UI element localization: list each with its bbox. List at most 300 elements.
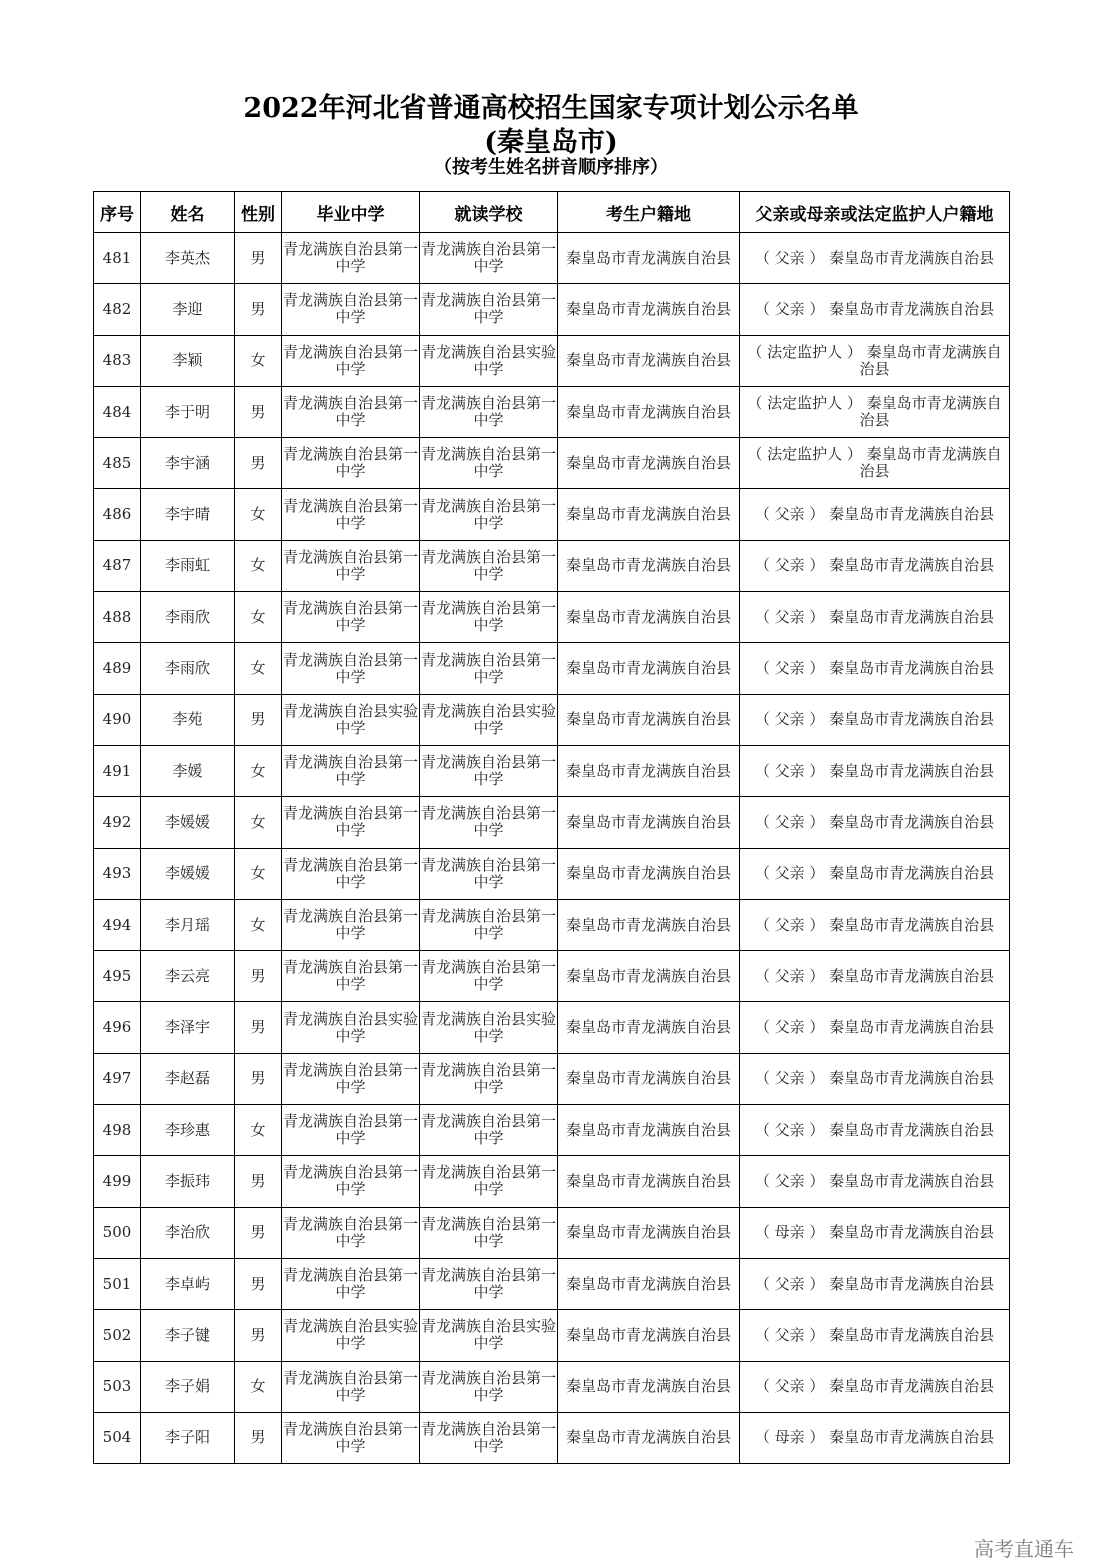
cell-gender: 女 — [235, 489, 282, 540]
table-body — [94, 233, 1010, 1464]
cell-grad-school — [282, 233, 420, 284]
cell-gender: 女 — [235, 1361, 282, 1412]
cell-study-school — [420, 643, 558, 694]
cell-grad-school-text: 青龙满族自治县第一中学 — [282, 394, 418, 430]
cell-study-school-text: 青龙满族自治县第一中学 — [420, 599, 556, 635]
cell-study-school — [420, 899, 558, 950]
cell-seq: 486 — [94, 489, 141, 540]
cell-grad-school — [282, 438, 420, 489]
cell-residence — [558, 1105, 740, 1156]
cell-study-school — [420, 335, 558, 386]
cell-residence-text: 秦皇岛市青龙满族自治县 — [565, 761, 731, 780]
cell-grad-school — [282, 540, 420, 591]
cell-name: 李于明 — [141, 386, 235, 437]
cell-study-school — [420, 797, 558, 848]
cell-seq: 497 — [94, 1053, 141, 1104]
cell-study-school — [420, 1105, 558, 1156]
cell-grad-school — [282, 694, 420, 745]
cell-guardian — [740, 438, 1010, 489]
table-row — [94, 1412, 1010, 1463]
cell-residence — [558, 540, 740, 591]
table-row — [94, 1156, 1010, 1207]
table-row — [94, 1361, 1010, 1412]
cell-grad-school — [282, 1156, 420, 1207]
cell-study-school — [420, 848, 558, 899]
cell-guardian — [740, 386, 1010, 437]
cell-grad-school — [282, 284, 420, 335]
cell-guardian — [740, 1310, 1010, 1361]
cell-guardian-text: （ 父亲 ） 秦皇岛市青龙满族自治县 — [754, 556, 995, 575]
table-row — [94, 438, 1010, 489]
cell-guardian — [740, 1258, 1010, 1309]
cell-name: 李媛 — [141, 745, 235, 796]
cell-name: 李雨欣 — [141, 592, 235, 643]
cell-residence-text: 秦皇岛市青龙满族自治县 — [565, 659, 731, 678]
cell-gender: 女 — [235, 899, 282, 950]
cell-study-school-text: 青龙满族自治县第一中学 — [420, 291, 556, 327]
cell-guardian-text: （ 父亲 ） 秦皇岛市青龙满族自治县 — [754, 1069, 995, 1088]
cell-study-school-text: 青龙满族自治县第一中学 — [420, 1163, 556, 1199]
cell-study-school-text: 青龙满族自治县第一中学 — [420, 650, 556, 686]
cell-guardian-text: （ 父亲 ） 秦皇岛市青龙满族自治县 — [754, 812, 995, 831]
cell-guardian-text: （ 父亲 ） 秦皇岛市青龙满族自治县 — [754, 1325, 995, 1344]
cell-grad-school — [282, 899, 420, 950]
cell-guardian-text: （ 父亲 ） 秦皇岛市青龙满族自治县 — [754, 1018, 995, 1037]
table-row — [94, 797, 1010, 848]
cell-study-school — [420, 233, 558, 284]
cell-study-school — [420, 1258, 558, 1309]
cell-seq: 494 — [94, 899, 141, 950]
cell-residence — [558, 386, 740, 437]
cell-residence — [558, 233, 740, 284]
cell-gender: 男 — [235, 1207, 282, 1258]
roster-table — [93, 191, 1010, 1464]
cell-seq: 482 — [94, 284, 141, 335]
cell-residence — [558, 951, 740, 1002]
cell-grad-school-text: 青龙满族自治县实验中学 — [282, 701, 418, 737]
cell-guardian — [740, 1002, 1010, 1053]
cell-study-school-text: 青龙满族自治县第一中学 — [420, 1060, 556, 1096]
cell-guardian — [740, 1156, 1010, 1207]
column-header-name: 姓名 — [141, 192, 235, 233]
cell-guardian-text: （ 父亲 ） 秦皇岛市青龙满族自治县 — [754, 1274, 995, 1293]
cell-residence-text: 秦皇岛市青龙满族自治县 — [565, 966, 731, 985]
cell-guardian — [740, 335, 1010, 386]
cell-grad-school-text: 青龙满族自治县第一中学 — [282, 599, 418, 635]
table-row — [94, 592, 1010, 643]
cell-seq: 495 — [94, 951, 141, 1002]
cell-residence — [558, 1053, 740, 1104]
cell-guardian-text: （ 父亲 ） 秦皇岛市青龙满族自治县 — [754, 864, 995, 883]
cell-study-school-text: 青龙满族自治县第一中学 — [420, 240, 556, 276]
cell-gender: 女 — [235, 592, 282, 643]
cell-grad-school-text: 青龙满族自治县第一中学 — [282, 753, 418, 789]
cell-residence — [558, 1258, 740, 1309]
cell-grad-school — [282, 1002, 420, 1053]
cell-residence — [558, 1156, 740, 1207]
cell-grad-school-text: 青龙满族自治县实验中学 — [282, 1317, 418, 1353]
cell-residence-text: 秦皇岛市青龙满族自治县 — [565, 864, 731, 883]
cell-study-school — [420, 1310, 558, 1361]
cell-residence-text: 秦皇岛市青龙满族自治县 — [565, 1018, 731, 1037]
table-row — [94, 284, 1010, 335]
cell-study-school — [420, 284, 558, 335]
column-header-study-school: 就读学校 — [420, 192, 558, 233]
cell-study-school — [420, 951, 558, 1002]
cell-study-school-text: 青龙满族自治县第一中学 — [420, 855, 556, 891]
cell-gender: 女 — [235, 643, 282, 694]
table-row — [94, 386, 1010, 437]
cell-name: 李泽宇 — [141, 1002, 235, 1053]
cell-grad-school-text: 青龙满族自治县第一中学 — [282, 804, 418, 840]
cell-guardian — [740, 489, 1010, 540]
cell-study-school-text: 青龙满族自治县实验中学 — [420, 1009, 556, 1045]
cell-gender: 男 — [235, 1258, 282, 1309]
cell-guardian-text: （ 父亲 ） 秦皇岛市青龙满族自治县 — [754, 607, 995, 626]
cell-gender: 男 — [235, 1053, 282, 1104]
cell-name: 李卓屿 — [141, 1258, 235, 1309]
cell-residence-text: 秦皇岛市青龙满族自治县 — [565, 915, 731, 934]
cell-grad-school — [282, 335, 420, 386]
column-header-guardian: 父亲或母亲或法定监护人户籍地 — [740, 192, 1010, 233]
cell-grad-school — [282, 797, 420, 848]
cell-gender: 男 — [235, 233, 282, 284]
cell-grad-school-text: 青龙满族自治县第一中学 — [282, 342, 418, 378]
cell-study-school-text: 青龙满族自治县第一中学 — [420, 1214, 556, 1250]
cell-gender: 男 — [235, 951, 282, 1002]
cell-study-school-text: 青龙满族自治县第一中学 — [420, 753, 556, 789]
cell-study-school — [420, 386, 558, 437]
document-sort-note: （按考生姓名拼音顺序排序） — [434, 157, 668, 178]
cell-residence — [558, 592, 740, 643]
cell-study-school-text: 青龙满族自治县第一中学 — [420, 547, 556, 583]
cell-residence-text: 秦皇岛市青龙满族自治县 — [565, 248, 731, 267]
cell-guardian — [740, 848, 1010, 899]
document-subtitle: (秦皇岛市) — [484, 127, 618, 158]
cell-grad-school-text: 青龙满族自治县第一中学 — [282, 650, 418, 686]
cell-study-school — [420, 438, 558, 489]
cell-seq: 483 — [94, 335, 141, 386]
cell-seq: 502 — [94, 1310, 141, 1361]
table-header-row — [94, 192, 1010, 233]
cell-residence-text: 秦皇岛市青龙满族自治县 — [565, 556, 731, 575]
cell-gender: 女 — [235, 540, 282, 591]
cell-residence-text: 秦皇岛市青龙满族自治县 — [565, 1171, 731, 1190]
table-row — [94, 643, 1010, 694]
cell-guardian-text: （ 父亲 ） 秦皇岛市青龙满族自治县 — [754, 761, 995, 780]
cell-residence-text: 秦皇岛市青龙满族自治县 — [565, 402, 731, 421]
cell-guardian — [740, 1207, 1010, 1258]
cell-study-school-text: 青龙满族自治县第一中学 — [420, 1266, 556, 1302]
cell-gender: 男 — [235, 386, 282, 437]
cell-seq: 488 — [94, 592, 141, 643]
cell-grad-school — [282, 848, 420, 899]
cell-gender: 女 — [235, 1105, 282, 1156]
cell-study-school-text: 青龙满族自治县第一中学 — [420, 804, 556, 840]
cell-guardian-text: （ 法定监护人 ） 秦皇岛市青龙满族自治县 — [747, 394, 1002, 430]
cell-grad-school — [282, 643, 420, 694]
cell-grad-school-text: 青龙满族自治县第一中学 — [282, 291, 418, 327]
cell-grad-school-text: 青龙满族自治县第一中学 — [282, 496, 418, 532]
cell-name: 李云亮 — [141, 951, 235, 1002]
cell-guardian-text: （ 父亲 ） 秦皇岛市青龙满族自治县 — [754, 299, 995, 318]
cell-grad-school — [282, 489, 420, 540]
cell-name: 李治欣 — [141, 1207, 235, 1258]
cell-grad-school-text: 青龙满族自治县第一中学 — [282, 240, 418, 276]
cell-gender: 男 — [235, 438, 282, 489]
cell-study-school-text: 青龙满族自治县第一中学 — [420, 1368, 556, 1404]
cell-seq: 501 — [94, 1258, 141, 1309]
cell-guardian-text: （ 父亲 ） 秦皇岛市青龙满族自治县 — [754, 1120, 995, 1139]
cell-name: 李雨欣 — [141, 643, 235, 694]
cell-grad-school — [282, 1053, 420, 1104]
cell-residence-text: 秦皇岛市青龙满族自治县 — [565, 1377, 731, 1396]
cell-residence — [558, 438, 740, 489]
cell-name: 李珍惠 — [141, 1105, 235, 1156]
table-row — [94, 1105, 1010, 1156]
cell-residence — [558, 1412, 740, 1463]
cell-study-school — [420, 1156, 558, 1207]
cell-grad-school-text: 青龙满族自治县第一中学 — [282, 855, 418, 891]
cell-guardian-text: （ 法定监护人 ） 秦皇岛市青龙满族自治县 — [747, 342, 1002, 378]
cell-guardian-text: （ 父亲 ） 秦皇岛市青龙满族自治县 — [754, 248, 995, 267]
table-row — [94, 1258, 1010, 1309]
cell-residence — [558, 1310, 740, 1361]
cell-study-school — [420, 1207, 558, 1258]
cell-gender: 男 — [235, 284, 282, 335]
cell-gender: 男 — [235, 1412, 282, 1463]
table-row — [94, 1002, 1010, 1053]
cell-gender: 男 — [235, 1002, 282, 1053]
table-row — [94, 694, 1010, 745]
cell-study-school-text: 青龙满族自治县第一中学 — [420, 496, 556, 532]
cell-name: 李媛媛 — [141, 797, 235, 848]
cell-residence-text: 秦皇岛市青龙满族自治县 — [565, 812, 731, 831]
table-row — [94, 1310, 1010, 1361]
cell-guardian-text: （ 父亲 ） 秦皇岛市青龙满族自治县 — [754, 505, 995, 524]
cell-residence-text: 秦皇岛市青龙满族自治县 — [565, 351, 731, 370]
cell-study-school-text: 青龙满族自治县第一中学 — [420, 1419, 556, 1455]
cell-guardian — [740, 1361, 1010, 1412]
table-row — [94, 335, 1010, 386]
table-row — [94, 489, 1010, 540]
cell-grad-school — [282, 1258, 420, 1309]
table-row — [94, 540, 1010, 591]
cell-guardian — [740, 797, 1010, 848]
cell-residence — [558, 745, 740, 796]
watermark-text: 高考直通车 — [974, 1537, 1074, 1561]
cell-seq: 490 — [94, 694, 141, 745]
cell-grad-school-text: 青龙满族自治县第一中学 — [282, 958, 418, 994]
cell-guardian — [740, 745, 1010, 796]
cell-name: 李振玮 — [141, 1156, 235, 1207]
cell-grad-school — [282, 386, 420, 437]
cell-gender: 女 — [235, 797, 282, 848]
cell-study-school — [420, 540, 558, 591]
table-row — [94, 233, 1010, 284]
cell-name: 李雨虹 — [141, 540, 235, 591]
cell-residence — [558, 848, 740, 899]
cell-residence-text: 秦皇岛市青龙满族自治县 — [565, 1428, 731, 1447]
cell-grad-school-text: 青龙满族自治县第一中学 — [282, 1214, 418, 1250]
cell-study-school-text: 青龙满族自治县第一中学 — [420, 394, 556, 430]
column-header-residence: 考生户籍地 — [558, 192, 740, 233]
cell-study-school — [420, 592, 558, 643]
cell-seq: 481 — [94, 233, 141, 284]
table-row — [94, 899, 1010, 950]
cell-study-school-text: 青龙满族自治县第一中学 — [420, 958, 556, 994]
cell-grad-school-text: 青龙满族自治县第一中学 — [282, 1266, 418, 1302]
cell-residence — [558, 489, 740, 540]
cell-gender: 女 — [235, 848, 282, 899]
cell-study-school — [420, 489, 558, 540]
cell-study-school-text: 青龙满族自治县实验中学 — [420, 701, 556, 737]
cell-grad-school — [282, 1412, 420, 1463]
cell-grad-school — [282, 1207, 420, 1258]
cell-residence — [558, 1002, 740, 1053]
cell-study-school — [420, 1412, 558, 1463]
column-header-seq: 序号 — [94, 192, 141, 233]
cell-name: 李赵磊 — [141, 1053, 235, 1104]
cell-residence-text: 秦皇岛市青龙满族自治县 — [565, 710, 731, 729]
cell-grad-school-text: 青龙满族自治县第一中学 — [282, 1112, 418, 1148]
cell-grad-school-text: 青龙满族自治县第一中学 — [282, 1368, 418, 1404]
cell-grad-school-text: 青龙满族自治县第一中学 — [282, 1163, 418, 1199]
cell-grad-school-text: 青龙满族自治县第一中学 — [282, 907, 418, 942]
cell-seq: 503 — [94, 1361, 141, 1412]
cell-guardian — [740, 1053, 1010, 1104]
cell-gender: 男 — [235, 694, 282, 745]
cell-guardian-text: （ 父亲 ） 秦皇岛市青龙满族自治县 — [754, 915, 995, 934]
cell-residence — [558, 1207, 740, 1258]
cell-guardian-text: （ 父亲 ） 秦皇岛市青龙满族自治县 — [754, 966, 995, 985]
cell-residence-text: 秦皇岛市青龙满族自治县 — [565, 1069, 731, 1088]
cell-study-school — [420, 1361, 558, 1412]
cell-name: 李宇晴 — [141, 489, 235, 540]
cell-residence-text: 秦皇岛市青龙满族自治县 — [565, 505, 731, 524]
cell-guardian — [740, 951, 1010, 1002]
cell-guardian-text: （ 父亲 ） 秦皇岛市青龙满族自治县 — [754, 1377, 995, 1396]
cell-name: 李子阳 — [141, 1412, 235, 1463]
cell-seq: 504 — [94, 1412, 141, 1463]
cell-name: 李月瑶 — [141, 899, 235, 950]
cell-seq: 491 — [94, 745, 141, 796]
cell-study-school — [420, 1002, 558, 1053]
cell-study-school-text: 青龙满族自治县第一中学 — [420, 907, 556, 942]
cell-seq: 487 — [94, 540, 141, 591]
cell-name: 李媛媛 — [141, 848, 235, 899]
table-row — [94, 1053, 1010, 1104]
cell-name: 李英杰 — [141, 233, 235, 284]
cell-guardian-text: （ 父亲 ） 秦皇岛市青龙满族自治县 — [754, 1171, 995, 1190]
cell-study-school-text: 青龙满族自治县实验中学 — [420, 1317, 556, 1353]
cell-grad-school-text: 青龙满族自治县第一中学 — [282, 547, 418, 583]
cell-study-school-text: 青龙满族自治县实验中学 — [420, 342, 556, 378]
cell-guardian — [740, 592, 1010, 643]
cell-grad-school — [282, 1310, 420, 1361]
document-title: 2022年河北省普通高校招生国家专项计划公示名单 — [243, 93, 859, 124]
cell-gender: 女 — [235, 745, 282, 796]
table-row — [94, 848, 1010, 899]
cell-study-school — [420, 1053, 558, 1104]
cell-grad-school — [282, 1361, 420, 1412]
cell-seq: 493 — [94, 848, 141, 899]
cell-residence-text: 秦皇岛市青龙满族自治县 — [565, 1120, 731, 1139]
cell-guardian-text: （ 父亲 ） 秦皇岛市青龙满族自治县 — [754, 710, 995, 729]
cell-residence — [558, 335, 740, 386]
cell-grad-school — [282, 1105, 420, 1156]
cell-residence-text: 秦皇岛市青龙满族自治县 — [565, 1274, 731, 1293]
cell-seq: 496 — [94, 1002, 141, 1053]
column-header-grad-school: 毕业中学 — [282, 192, 420, 233]
cell-guardian — [740, 540, 1010, 591]
cell-name: 李迎 — [141, 284, 235, 335]
table-row — [94, 745, 1010, 796]
cell-residence — [558, 797, 740, 848]
cell-grad-school-text: 青龙满族自治县第一中学 — [282, 1060, 418, 1096]
cell-seq: 484 — [94, 386, 141, 437]
cell-residence-text: 秦皇岛市青龙满族自治县 — [565, 299, 731, 318]
cell-guardian — [740, 694, 1010, 745]
cell-grad-school — [282, 592, 420, 643]
cell-guardian-text: （ 母亲 ） 秦皇岛市青龙满族自治县 — [754, 1223, 995, 1242]
cell-study-school — [420, 694, 558, 745]
cell-grad-school — [282, 951, 420, 1002]
cell-guardian — [740, 284, 1010, 335]
cell-name: 李子键 — [141, 1310, 235, 1361]
cell-guardian — [740, 899, 1010, 950]
cell-seq: 489 — [94, 643, 141, 694]
cell-seq: 492 — [94, 797, 141, 848]
cell-residence-text: 秦皇岛市青龙满族自治县 — [565, 1325, 731, 1344]
cell-guardian — [740, 643, 1010, 694]
cell-name: 李苑 — [141, 694, 235, 745]
table-row — [94, 1207, 1010, 1258]
cell-residence — [558, 694, 740, 745]
cell-seq: 500 — [94, 1207, 141, 1258]
cell-grad-school-text: 青龙满族自治县实验中学 — [282, 1009, 418, 1045]
cell-grad-school — [282, 745, 420, 796]
cell-name: 李颖 — [141, 335, 235, 386]
cell-gender: 男 — [235, 1310, 282, 1361]
cell-seq: 485 — [94, 438, 141, 489]
cell-residence — [558, 284, 740, 335]
cell-study-school-text: 青龙满族自治县第一中学 — [420, 445, 556, 481]
cell-residence — [558, 1361, 740, 1412]
cell-study-school — [420, 745, 558, 796]
table-row — [94, 951, 1010, 1002]
cell-guardian — [740, 1412, 1010, 1463]
cell-guardian — [740, 233, 1010, 284]
cell-grad-school-text: 青龙满族自治县第一中学 — [282, 1419, 418, 1455]
cell-grad-school-text: 青龙满族自治县第一中学 — [282, 445, 418, 481]
cell-residence-text: 秦皇岛市青龙满族自治县 — [565, 1223, 731, 1242]
cell-seq: 499 — [94, 1156, 141, 1207]
cell-name: 李宇涵 — [141, 438, 235, 489]
column-header-gender: 性别 — [235, 192, 282, 233]
cell-name: 李子娟 — [141, 1361, 235, 1412]
cell-gender: 女 — [235, 335, 282, 386]
cell-seq: 498 — [94, 1105, 141, 1156]
cell-study-school-text: 青龙满族自治县第一中学 — [420, 1112, 556, 1148]
cell-guardian-text: （ 母亲 ） 秦皇岛市青龙满族自治县 — [754, 1428, 995, 1447]
cell-guardian — [740, 1105, 1010, 1156]
cell-gender: 男 — [235, 1156, 282, 1207]
cell-residence — [558, 899, 740, 950]
cell-residence — [558, 643, 740, 694]
cell-residence-text: 秦皇岛市青龙满族自治县 — [565, 607, 731, 626]
cell-guardian-text: （ 父亲 ） 秦皇岛市青龙满族自治县 — [754, 659, 995, 678]
